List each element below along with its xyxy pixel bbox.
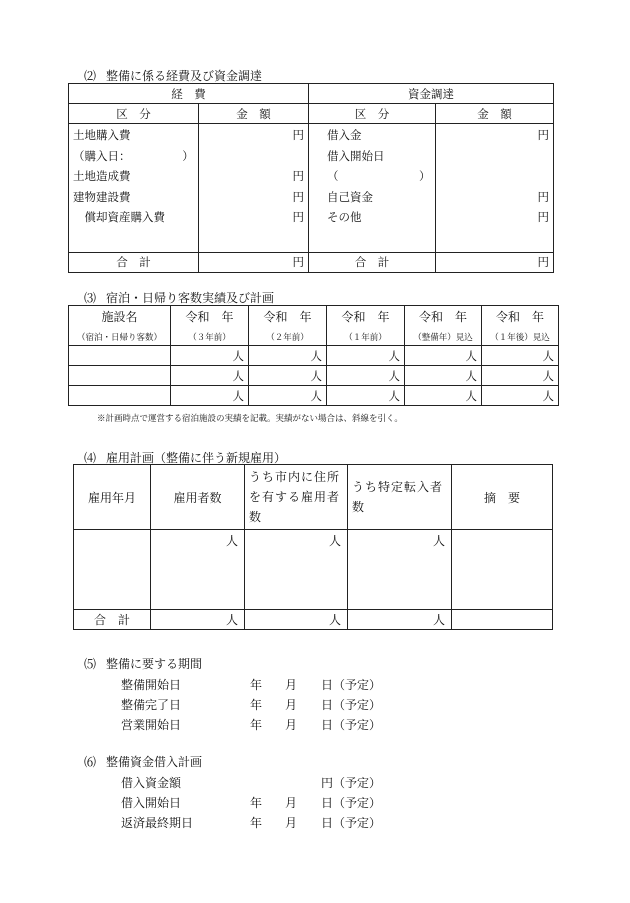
- month-label: 月: [285, 698, 298, 712]
- funding-unit: [436, 148, 553, 169]
- facility-header-sub: （宿泊・日帰り客数）: [76, 333, 162, 343]
- local-cell: 人: [245, 530, 348, 610]
- section5-title: 整備に要する期間: [106, 657, 203, 671]
- funding-header: 資金調達: [309, 84, 554, 104]
- funding-item: その他: [327, 210, 362, 224]
- year-label: 令和 年: [341, 310, 390, 324]
- day-label: 日（予定）: [321, 796, 382, 810]
- loan-date-row: [121, 814, 381, 831]
- expense-unit: 円: [292, 128, 304, 142]
- funding-unit: 円: [537, 189, 549, 204]
- table-row: [69, 386, 559, 406]
- funding-unit: 円: [537, 128, 549, 142]
- month-cell: [74, 530, 151, 610]
- section5-heading: [84, 655, 202, 672]
- transfer-cell: 人: [348, 530, 452, 610]
- table-row: [69, 346, 559, 366]
- section2-number: ⑵: [84, 69, 97, 83]
- year-header: [171, 306, 249, 346]
- loan-date-row: [121, 794, 381, 811]
- period-row: [121, 676, 381, 693]
- employment-table: [73, 464, 553, 630]
- expense-item: 建物建設費: [73, 189, 131, 204]
- period-row: [121, 716, 381, 733]
- count-cell: 人: [405, 346, 482, 366]
- period-label: 整備開始日: [121, 678, 182, 692]
- expense-unit: 円: [292, 210, 304, 224]
- funding-item: 借入開始日: [327, 148, 385, 163]
- day-label: 日（予定）: [321, 816, 382, 830]
- loan-amount-label: 借入資金額: [121, 776, 182, 790]
- count-cell: 人: [171, 386, 249, 406]
- year-label: 令和 年: [263, 310, 312, 324]
- section6-title: 整備資金借入計画: [106, 755, 203, 769]
- funding-item: 借入金: [327, 128, 362, 142]
- count-cell: 人: [249, 346, 327, 366]
- year-sub: （１年後）見込: [490, 333, 550, 343]
- section4-title: 雇用計画（整備に伴う新規雇用）: [106, 451, 287, 465]
- loan-date-label: 借入開始日: [121, 796, 182, 810]
- count-cell: 人: [405, 366, 482, 386]
- expense-item: 償却資産購入費: [73, 210, 165, 224]
- count-cell: 人: [327, 366, 405, 386]
- count-cell: 人: [249, 386, 327, 406]
- employment-month-header: 雇用年月: [74, 465, 151, 530]
- expense-item: 土地購入費: [73, 128, 131, 142]
- year-header: [405, 306, 482, 346]
- remarks-header: 摘 要: [452, 465, 553, 530]
- year-header: [482, 306, 559, 346]
- funding-amount-header: 金 額: [436, 104, 554, 124]
- expense-total-unit: 円: [199, 252, 309, 272]
- section3-number: ⑶: [84, 291, 97, 305]
- transfer-total: 人: [348, 610, 452, 630]
- month-label: 月: [285, 718, 298, 732]
- year-header: [327, 306, 405, 346]
- period-row: [121, 696, 381, 713]
- expense-item: 土地造成費: [73, 169, 131, 183]
- month-label: 月: [285, 816, 298, 830]
- expense-unit: [199, 148, 308, 169]
- expense-items-cell: [69, 124, 199, 253]
- employees-total: 人: [151, 610, 245, 630]
- local-employees-header: うち市内に住所を有する雇用者数: [245, 465, 348, 530]
- expense-category-header: 区 分: [69, 104, 199, 124]
- expense-item: （購入日： ）: [73, 148, 194, 163]
- remarks-cell: [452, 530, 553, 610]
- month-label: 月: [285, 678, 298, 692]
- funding-item: 自己資金: [327, 189, 373, 204]
- section6-heading: [84, 753, 202, 770]
- year-label: 年: [250, 678, 263, 692]
- table-row: [69, 366, 559, 386]
- year-label: 年: [250, 698, 263, 712]
- count-cell: 人: [171, 366, 249, 386]
- employees-header: 雇用者数: [151, 465, 245, 530]
- loan-amount-unit: 円（予定）: [321, 776, 382, 790]
- year-label: 令和 年: [495, 310, 544, 324]
- facility-header: [69, 306, 171, 346]
- funding-unit: [436, 168, 553, 189]
- loan-amount-row: [121, 774, 381, 791]
- count-cell: 人: [405, 386, 482, 406]
- funding-total-label: 合 計: [309, 252, 436, 272]
- section2-title: 整備に係る経費及び資金調達: [106, 69, 263, 83]
- expense-funding-table: [68, 83, 554, 273]
- funding-items-cell: [309, 124, 436, 253]
- section5-number: ⑸: [84, 657, 97, 671]
- employees-cell: 人: [151, 530, 245, 610]
- remarks-total: [452, 610, 553, 630]
- year-sub: （３年前）: [188, 333, 231, 343]
- facility-header-label: 施設名: [101, 310, 138, 324]
- count-cell: 人: [327, 386, 405, 406]
- expense-amounts-cell: [199, 124, 309, 253]
- guest-count-table: [68, 305, 559, 406]
- facility-cell: [69, 386, 171, 406]
- month-label: 月: [285, 796, 298, 810]
- table-row: [74, 530, 553, 610]
- year-label: 令和 年: [185, 310, 234, 324]
- year-sub: （１年前）: [344, 333, 387, 343]
- year-label: 年: [250, 816, 263, 830]
- section4-number: ⑷: [84, 451, 97, 465]
- day-label: 日（予定）: [321, 698, 382, 712]
- day-label: 日（予定）: [321, 718, 382, 732]
- count-cell: 人: [482, 386, 559, 406]
- funding-amounts-cell: [436, 124, 554, 253]
- funding-total-unit: 円: [436, 252, 554, 272]
- funding-unit: 円: [537, 210, 549, 224]
- loan-date-label: 返済最終期日: [121, 816, 194, 830]
- count-cell: 人: [327, 346, 405, 366]
- transfer-header: うち特定転入者数: [348, 465, 452, 530]
- funding-item: （ ）: [327, 169, 431, 183]
- year-sub: （２年前）: [266, 333, 309, 343]
- year-label: 令和 年: [418, 310, 467, 324]
- section2-heading: [84, 67, 262, 84]
- guest-count-note: ※計画時点で運営する宿泊施設の実績を記載。実績がない場合は、斜線を引く。: [97, 414, 403, 424]
- expense-unit: 円: [292, 189, 304, 204]
- period-label: 営業開始日: [121, 718, 182, 732]
- table-row: [74, 610, 553, 630]
- expense-unit: 円: [292, 169, 304, 183]
- year-label: 年: [250, 718, 263, 732]
- funding-category-header: 区 分: [309, 104, 436, 124]
- local-total: 人: [245, 610, 348, 630]
- period-label: 整備完了日: [121, 698, 182, 712]
- facility-cell: [69, 366, 171, 386]
- count-cell: 人: [482, 366, 559, 386]
- section3-title: 宿泊・日帰り客数実績及び計画: [106, 291, 275, 305]
- count-cell: 人: [482, 346, 559, 366]
- year-header: [249, 306, 327, 346]
- section3-heading: [84, 289, 274, 306]
- year-sub: （整備年）見込: [413, 333, 473, 343]
- count-cell: 人: [249, 366, 327, 386]
- facility-cell: [69, 346, 171, 366]
- expense-amount-header: 金 額: [199, 104, 309, 124]
- year-label: 年: [250, 796, 263, 810]
- expenses-header: 経 費: [69, 84, 309, 104]
- expense-total-label: 合 計: [69, 252, 199, 272]
- section6-number: ⑹: [84, 755, 97, 769]
- employment-total-label: 合 計: [74, 610, 151, 630]
- count-cell: 人: [171, 346, 249, 366]
- day-label: 日（予定）: [321, 678, 382, 692]
